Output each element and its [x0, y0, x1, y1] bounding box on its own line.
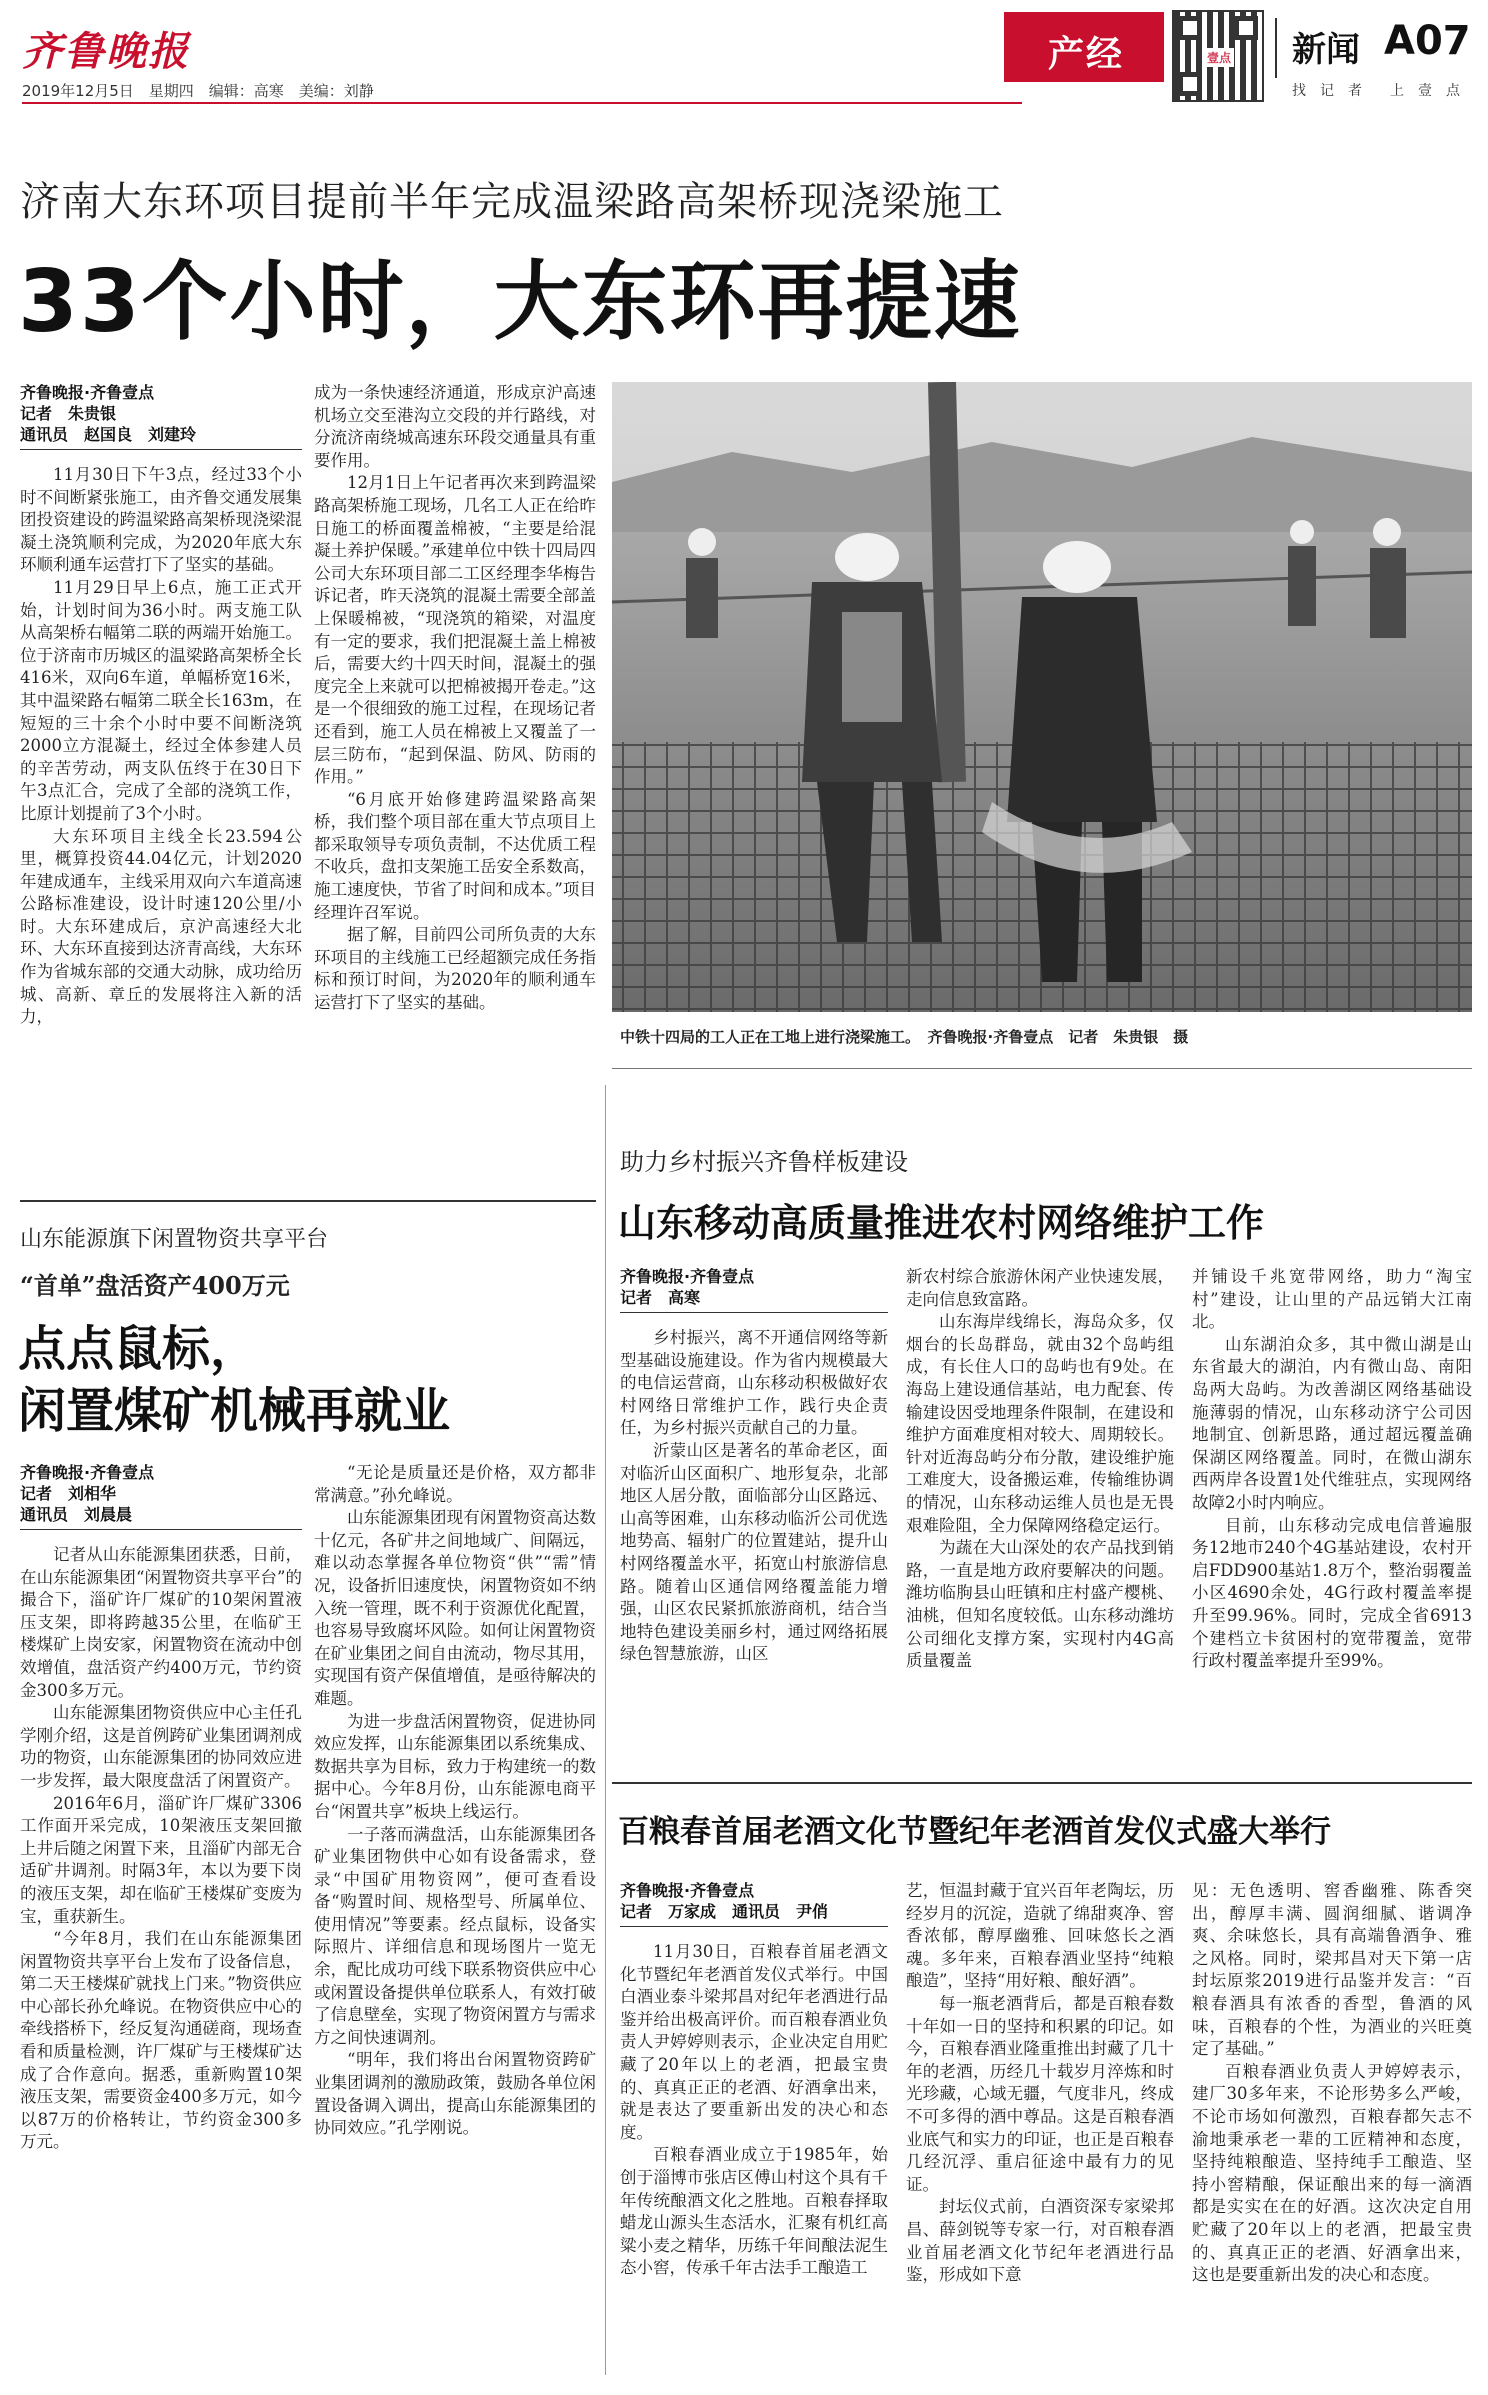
construction-photo — [612, 382, 1472, 1012]
header-divider — [1275, 18, 1277, 78]
photo-caption: 中铁十四局的工人正在工地上进行浇梁施工。 齐鲁晚报·齐鲁壹点 记者 朱贵银 摄 — [620, 1028, 1189, 1046]
masthead-rule — [22, 102, 1022, 104]
article3-byline2: 记者 高寒 — [620, 1287, 888, 1313]
article2-para: 山东能源集团现有闲置物资高达数十亿元，各矿井之间地域广、间隔远，难以动态掌握各单位物资“供”“需”情况，设备折旧速度快，闲置物资如不纳入统一管理，既不利于资源优化配置，也容易导致腐坏风险。如何让闲置物资在矿业集团之间自由流动，物尽其用，实现国有资产保值增值，是亟待解决的难题。 — [314, 1508, 596, 1708]
article3-col3 — [1192, 1266, 1472, 1673]
article1-para: 11月30日下午3点，经过33个小时不间断紧张施工，由齐鲁交通发展集团投资建设的跨温梁路高架桥现浇梁混凝土浇筑顺利完成，为2020年底大东环顺利通车运营打下了坚实的基础。 — [20, 465, 302, 575]
article3-para: 沂蒙山区是著名的革命老区，面对临沂山区面积广、地形复杂，北部地区人居分散，面临部分山区路远、山高等困难，山东移动临沂公司优选地势高、辐射广的位置建站，提升山村网络覆盖水平，拓宽山村旅游信息路。随着山区通信网络覆盖能力增强，山区农民紧抓旅游商机，结合当地特色建设美丽乡村，通过网络拓展绿色智慧旅游，山区 — [620, 1440, 888, 1664]
article1-para: 大东环项目主线全长23.594公里，概算投资44.04亿元，计划2020年建成通车，主线采用双向六车道高速公路标准建设，设计时速120公里/小时。大东环建成后，京沪高速经大北环、大东环直接到达济青高线，大东环作为省城东部的交通大动脉，成功给历城、高新、章丘的发展将注入新的活力， — [20, 826, 302, 1027]
qr-corner-icon — [1234, 16, 1258, 40]
article2-para: 为进一步盘活闲置物资，促进协同效应发挥，山东能源集团以系统集成、数据共享为目标，致力于构建统一的数据中心。今年8月份，山东能源电商平台“闲置共享”板块上线运行。 — [314, 1711, 596, 1821]
section-tab — [1004, 12, 1164, 82]
article1-byline2: 记者 朱贵银 — [20, 404, 117, 423]
article1-col1 — [20, 382, 302, 1029]
article2-para: 记者从山东能源集团获悉，日前，在山东能源集团“闲置物资共享平台”的撮合下，淄矿许厂煤矿的10架闲置液压支架，即将跨越35公里，在临矿王楼煤矿上岗安家，闲置物资在流动中创效增值，盘活资产约400万元，节约资金300多万元。 — [20, 1545, 302, 1700]
article1-para: 12月1日上午记者再次来到跨温梁路高架桥施工现场，几名工人正在给昨日施工的桥面覆盖棉被，“主要是给混凝土养护保暖。”承建单位中铁十四局四公司大东环项目部二工区经理李华梅告诉记者，昨天浇筑的混凝土需要全部盖上保暖棉被，“现浇筑的箱梁，对温度有一定的要求，我们把混凝土盖上棉被后，需要大约十四天时间，混凝土的强度完全上来就可以把棉被揭开卷走。”这是一个很细致的施工过程，在现场记者还看到，施工人员在棉被上又覆盖了一层三防布，“起到保温、防风、防雨的作用。” — [314, 473, 596, 787]
article3-col2 — [906, 1266, 1174, 1673]
article3-para: 乡村振兴，离不开通信网络等新型基础设施建设。作为省内规模最大的电信运营商，山东移动积极做好农村网络日常维护工作，践行央企责任，为乡村振兴贡献自己的力量。 — [620, 1328, 888, 1438]
article1-para: “6月底开始修建跨温梁路高架桥，我们整个项目部在重大节点项目上都采取领导专项负责制，不达优质工程不收兵，盘扣支架施工岳安全系数高，施工速度快，节省了时间和成本。”项目经理许召军说。 — [314, 789, 596, 922]
article2-para: “明年，我们将出台闲置物资跨矿业集团调剂的激励政策，鼓励各单位闲置设备调入调出，提高山东能源集团的协同效应。”孔学刚说。 — [314, 2050, 596, 2138]
article2-para: “今年8月，我们在山东能源集团闲置物资共享平台上发布了设备信息，第二天王楼煤矿就找上门来。”物资供应中心部长孙允峰说。在物资供应中心的牵线搭桥下，经反复沟通磋商，现场查看和质量检测，许厂煤矿与王楼煤矿达成了合作意向。据悉，重新购置10架液压支架，需要资金400多万元，如今以87万的价格转让，节约资金300多万元。 — [20, 1929, 302, 2152]
divider — [20, 1200, 596, 1202]
article3-para: 山东湖泊众多，其中微山湖是山东省最大的湖泊，内有微山岛、南阳岛两大岛屿。为改善湖区网络基础设施薄弱的情况，山东移动济宁公司因地制宜、创新思路，通过超远覆盖确保湖区网络覆盖。同时，在微山湖东西两岸各设置1处代维驻点，实现网络故障2小时内响应。 — [1192, 1334, 1472, 1512]
article2-headline1: 点点鼠标， — [18, 1321, 259, 1377]
article2-kicker1: 山东能源旗下闲置物资共享平台 — [20, 1227, 329, 1252]
article4-para: 百粮春酒业成立于1985年，始创于淄博市张店区傅山村这个具有千年传统酿酒文化之胜地。百粮春择取蜡龙山源头生态活水，汇聚有机红高粱小麦之精华，历练千年间酿法泥生态小窖，传承千年古法手工酿造工 — [620, 2145, 888, 2278]
newspaper-logo: 齐鲁晚报 — [22, 28, 190, 75]
article4-byline1: 齐鲁晚报·齐鲁壹点 — [620, 1881, 755, 1900]
article4-byline2: 记者 万家成 通讯员 尹俏 — [620, 1901, 888, 1927]
article1-para: 成为一条快速经济通道，形成京沪高速机场立交至港沟立交段的并行路线，对分流济南绕城高速东环段交通量具有重要作用。 — [314, 383, 596, 470]
article2-para: 一子落而满盘活，山东能源集团各矿业集团物供中心如有设备需求，登录“中国矿用物资网”，便可查看设备“购置时间、规格型号、所属单位、使用情况”等要素。经点鼠标，设备实际照片、详细信息和现场图片一览无余，配比成功可线下联系物资供应中心或闲置设备提供单位联系人，有效打破了信息壁垒，实现了物资闲置方与需求方之间快速调剂。 — [314, 1824, 596, 2047]
section-label: 产经 — [1048, 34, 1125, 75]
article3-para: 山东海岸线绵长，海岛众多，仅烟台的长岛群岛，就由32个岛屿组成，有长住人口的岛屿也有9处。在海岛上建设通信基站，电力配套、传输建设因受地理条件限制，在建设和维护方面难度相对较大、周期较长。针对近海岛屿分布分散，建设维护施工难度大，设备搬运难，传输维协调的情况，山东移动运维人员也是无畏艰难险阻，全力保障网络稳定运行。 — [906, 1312, 1174, 1535]
article1-col2 — [314, 382, 596, 1015]
article1-para: 11月29日早上6点，施工正式开始，计划时间为36小时。两支施工队从高架桥右幅第二联的两端开始施工。位于济南市历城区的温梁路高架桥全长416米，双向6车道，单幅桥宽16米，其中温梁路右幅第二联全长163m，在短短的三十余个小时中要不间断浇筑2000立方混凝土，经过全体参建人员的辛苦劳动，两支队伍终于在30日下午3点汇合，完成了全部的浇筑工作，比原计划提前了3个小时。 — [20, 577, 302, 823]
article2-para: 山东能源集团物资供应中心主任孔学刚介绍，这是首例跨矿业集团调剂成功的物资，山东能源集团的协同效应进一步发挥，最大限度盘活了闲置资产。 — [20, 1703, 302, 1790]
article1-kicker: 济南大东环项目提前半年完成温梁路高架桥现浇梁施工 — [20, 179, 1004, 225]
article4-para: 封坛仪式前，白酒资深专家梁邦昌、薛剑锐等专家一行，对百粮春酒业首届老酒文化节纪年老酒进行品鉴，形成如下意 — [906, 2197, 1174, 2285]
article4-col1 — [620, 1880, 888, 2280]
article2-byline1: 齐鲁晚报·齐鲁壹点 — [20, 1463, 155, 1482]
article3-kicker: 助力乡村振兴齐鲁样板建设 — [620, 1148, 908, 1176]
qr-code — [1172, 10, 1264, 102]
article4-col3 — [1192, 1880, 1472, 2287]
article2-col2 — [314, 1462, 596, 2140]
article4-para: 11月30日，百粮春首届老酒文化节暨纪年老酒首发仪式举行。中国白酒业泰斗梁邦昌对纪年老酒进行品鉴并给出极高评价。而百粮春酒业负责人尹婷婷则表示，企业决定自用贮藏了20年以上的老酒，把最宝贵的、真真正正的老酒、好酒拿出来，就是表达了要重新出发的决心和态度。 — [620, 1942, 888, 2142]
article3-headline: 山东移动高质量推进农村网络维护工作 — [618, 1201, 1265, 1245]
article2-kicker2: “首单”盘活资产400万元 — [20, 1271, 290, 1300]
article2-para: 2016年6月，淄矿许厂煤矿3306工作面开采完成，10架液压支架回撤上井后随之闲置下来，且淄矿内部无合适矿井调剂。时隔3年，本以为要下岗的液压支架，却在临矿王楼煤矿变废为宝，重获新生。 — [20, 1793, 302, 1926]
news-label: 新闻 — [1292, 30, 1360, 70]
article3-para: 目前，山东移动完成电信普遍服务12地市240个4G基站建设，农村开启FDD900基站1.8万个，整治弱覆盖小区4690余处，4G行政村覆盖率提升至99.96%。同时，完成全省6913个建档立卡贫困村的宽带覆盖，宽带行政村覆盖率提升至99%。 — [1192, 1515, 1472, 1671]
reporter-contact: 找 记 者 上 壹 点 — [1292, 83, 1460, 99]
article3-para: 并铺设千兆宽带网络，助力“淘宝村”建设，让山里的产品远销大江南北。 — [1192, 1267, 1472, 1332]
article3-byline1: 齐鲁晚报·齐鲁壹点 — [620, 1267, 755, 1286]
article2-col1 — [20, 1462, 302, 2154]
article1-byline3: 通讯员 赵国良 刘建玲 — [20, 424, 302, 450]
article1-headline: 33个小时，大东环再提速 — [18, 252, 1022, 352]
column-divider — [605, 1085, 606, 2375]
qr-corner-icon — [1178, 72, 1202, 96]
article4-para: 百粮春酒业负责人尹婷婷表示，建厂30多年来，不论形势多么严峻，不论市场如何激烈，百粮春都矢志不渝地秉承老一辈的工匠精神和态度，坚持纯粮酿造、坚持纯手工酿造、坚持小窖精酿，保证酿出来的每一滴酒都是实实在在的好酒。这次决定自用贮藏了20年以上的老酒，把最宝贵的、真真正正的老酒、好酒拿出来，这也是要重新出发的决心和态度。 — [1192, 2061, 1472, 2285]
page-number: A07 — [1384, 18, 1471, 64]
qr-label: 壹点 — [1204, 48, 1234, 67]
construction-photo-image — [612, 382, 1472, 1012]
article2-headline2: 闲置煤矿机械再就业 — [18, 1383, 451, 1439]
divider — [612, 1068, 1472, 1069]
article1-byline1: 齐鲁晚报·齐鲁壹点 — [20, 383, 155, 402]
article3-para: 新农村综合旅游休闲产业快速发展，走向信息致富路。 — [906, 1267, 1174, 1309]
article4-para: 艺，恒温封藏于宜兴百年老陶坛，历经岁月的沉淀，造就了绵甜爽净、窖香浓郁，醇厚幽雅、回味悠长之酒魂。多年来，百粮春酒业坚持“纯粮酿造”，坚持“用好粮、酿好酒”。 — [906, 1881, 1174, 1991]
dateline: 2019年12月5日 星期四 编辑：高寒 美编：刘静 — [22, 82, 374, 100]
article4-col2 — [906, 1880, 1174, 2287]
article3-col1 — [620, 1266, 888, 1666]
qr-corner-icon — [1178, 16, 1202, 40]
article4-headline: 百粮春首届老酒文化节暨纪年老酒首发仪式盛大举行 — [618, 1814, 1331, 1850]
article3-para: 为蔬在大山深处的农产品找到销路，一直是地方政府要解决的问题。潍坊临朐县山旺镇和庄村盛产樱桃、油桃，但知名度较低。山东移动潍坊公司细化支撑方案，实现村内4G高质量覆盖 — [906, 1538, 1174, 1671]
masthead — [0, 0, 1488, 110]
article4-para: 每一瓶老酒背后，都是百粮春数十年如一日的坚持和积累的印记。如今，百粮春酒业隆重推出封藏了几十年的老酒，历经几十载岁月淬炼和时光珍藏，心域无疆，气度非凡，终成不可多得的酒中尊品。这是百粮春酒业底气和实力的印证，也正是百粮春几经沉浮、重启征途中最有力的见证。 — [906, 1993, 1174, 2194]
article1-para: 据了解，目前四公司所负责的大东环项目的主线施工已经超额完成任务指标和预订时间，为2020年的顺利通车运营打下了坚实的基础。 — [314, 925, 596, 1013]
article2-byline3: 通讯员 刘晨晨 — [20, 1504, 302, 1530]
article4-para: 见：无色透明、窖香幽雅、陈香突出，醇厚丰满、圆润细腻、谐调净爽、余味悠长，具有高端鲁酒争、雅之风格。同时，梁邦昌对天下第一店封坛原浆2019进行品鉴并发言：“百粮春酒具有浓香的香型，鲁酒的风味，百粮春的个性，为酒业的兴旺奠定了基础。” — [1192, 1881, 1472, 2059]
divider — [612, 1782, 1472, 1784]
article2-byline2: 记者 刘相华 — [20, 1484, 117, 1503]
article2-para: “无论是质量还是价格，双方都非常满意。”孙允峰说。 — [314, 1463, 596, 1505]
